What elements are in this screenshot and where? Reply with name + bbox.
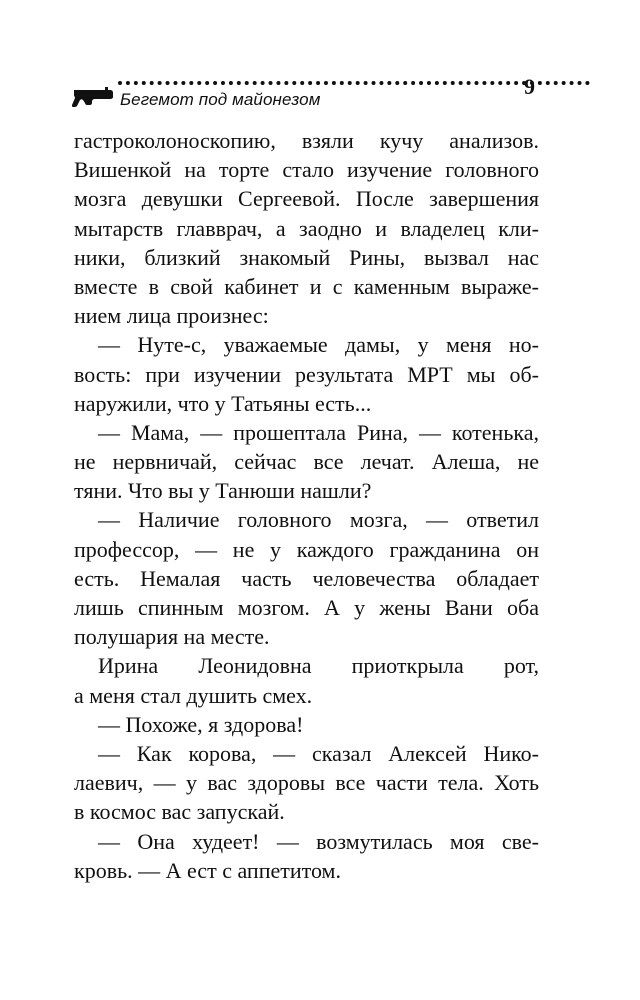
- text-line: — Мама, — прошептала Рина, — котенька,: [98, 419, 539, 445]
- text-line: — Как корова, — сказал Алексей Нико-: [98, 740, 539, 766]
- text-line: не нервничай, сейчас все лечат. Алеша, не: [74, 449, 539, 475]
- text-line: — Нуте-с, уважаемые дамы, у меня но-: [98, 332, 539, 358]
- text-line: наружили, что у Татьяны есть...: [74, 390, 372, 416]
- text-line: нием лица произнес:: [74, 303, 269, 329]
- text-line: — Похоже, я здорова!: [98, 711, 304, 737]
- text-line: Вишенкой на торте стало изучение головного: [74, 157, 539, 183]
- text-line: мозга девушки Сергеевой. После завершения: [74, 186, 539, 212]
- text-line: а меня стал душить смех.: [74, 682, 313, 708]
- running-header: [72, 68, 552, 118]
- text-line: ники, близкий знакомый Рины, вызвал нас: [74, 244, 539, 270]
- text-line: — Она худеет! — возмутилась моя све-: [98, 828, 539, 854]
- text-line: Ирина Леонидовна приоткрыла рот,: [98, 653, 539, 679]
- book-title: Бегемот под майонезом: [120, 90, 321, 109]
- text-line: кровь. — А ест с аппетитом.: [74, 857, 341, 883]
- text-line: лаевич, — у вас здоровы все части тела. Хоть: [74, 770, 539, 796]
- text-line: мытарств главврач, а заодно и владелец кли-: [74, 215, 539, 241]
- text-line: тяни. Что вы у Танюши нашли?: [74, 478, 372, 504]
- text-line: лишь спинным мозгом. А у жены Вани оба: [74, 595, 539, 620]
- text-line: вость: при изучении результата МРТ мы об-: [74, 361, 539, 387]
- text-line: в космос вас запускай.: [74, 799, 285, 825]
- text-line: — Наличие головного мозга, — ответил: [98, 507, 539, 533]
- text-line: гастроколоноскопию, взяли кучу анализов.: [74, 128, 539, 153]
- text-line: вместе в свой кабинет и с каменным выраже-: [74, 273, 539, 299]
- text-line: профессор, — не у каждого гражданина он: [74, 536, 539, 562]
- page-number: 9: [524, 74, 535, 99]
- gun-icon: [72, 84, 114, 108]
- text-line: есть. Немалая часть человечества обладает: [74, 565, 539, 591]
- body-text: [74, 126, 539, 885]
- dotted-rule: [118, 81, 590, 85]
- text-line: полушария на месте.: [74, 624, 270, 650]
